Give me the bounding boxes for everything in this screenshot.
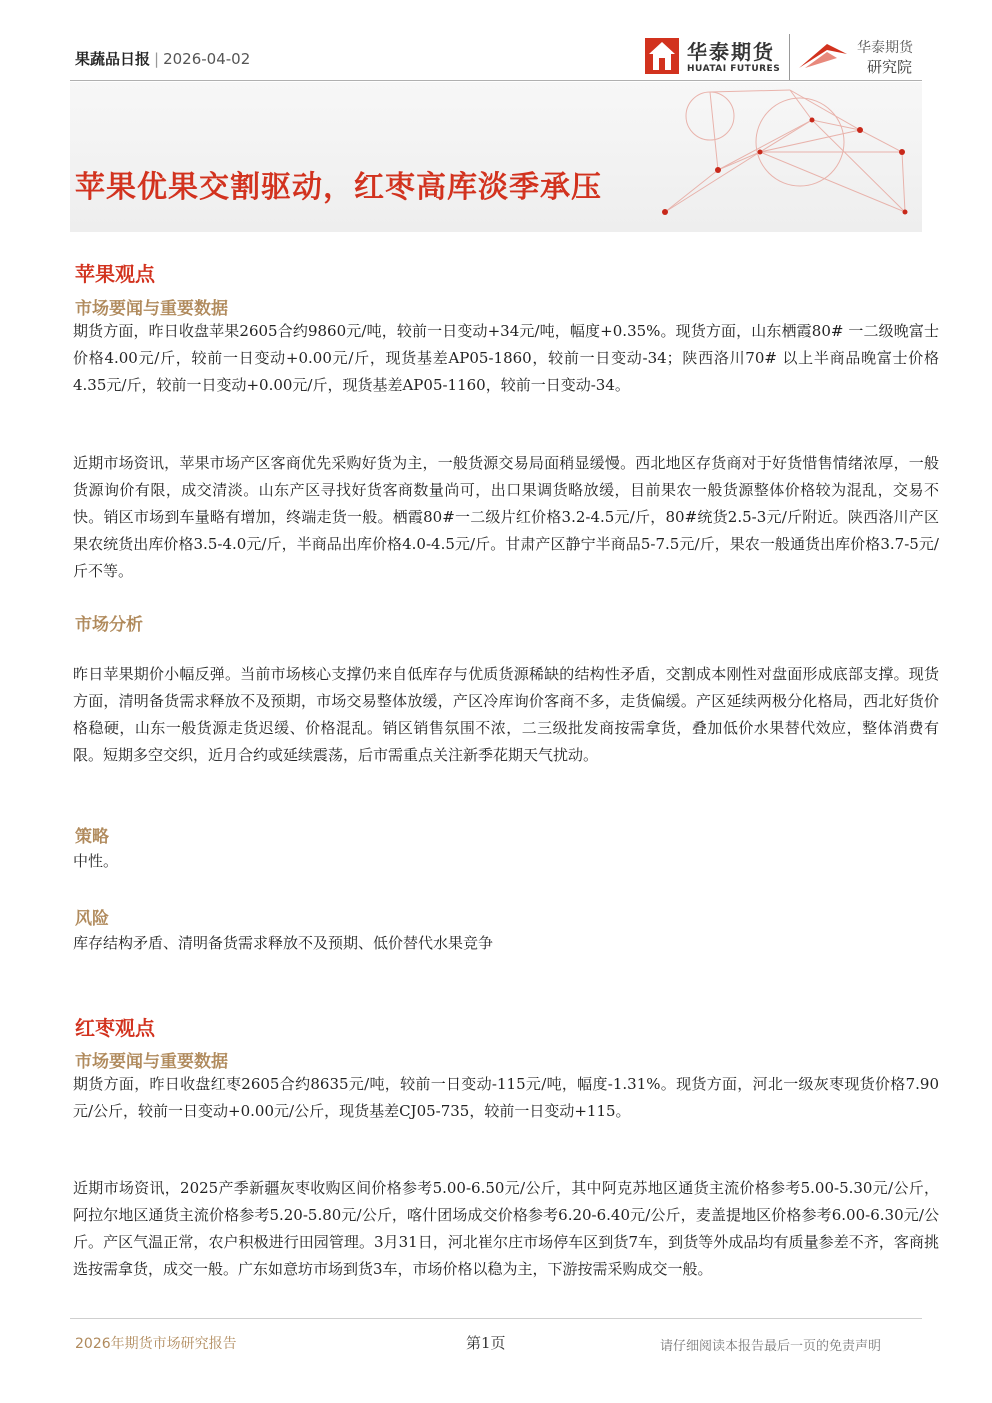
institute-name-line2: 研究院 bbox=[867, 58, 913, 76]
apple-news-paragraph-1: 期货方面，昨日收盘苹果2605合约9860元/吨，较前一日变动+34元/吨，幅度+0.35%。现货方面，山东栖霞80# 一二级晚富士价格4.00元/斤，较前一日变动+0.00元/斤，现货基差AP05-1860，较前一日变动-34；陕西洛川70# 以上半商品晚富士价格4.35元/斤，较前一日变动+0.00元/斤，现货基差AP05-1160，较前一日变动-34。 bbox=[73, 322, 939, 394]
apple-section-heading: 苹果观点 bbox=[75, 262, 155, 286]
network-decoration bbox=[560, 82, 922, 232]
apple-analysis-heading: 市场分析 bbox=[75, 615, 143, 635]
huatai-logo-icon bbox=[645, 38, 679, 74]
apple-news-paragraph-2: 近期市场资讯，苹果市场产区客商优先采购好货为主，一般货源交易局面稍显缓慢。西北地区存货商对于好货惜售情绪浓厚，一般货源询价有限，成交清淡。山东产区寻找好货客商数量尚可，出口果调货略放缓，目前果农一般货源整体价格较为混乱，交易不快。销区市场到车量略有增加，终端走货一般。栖霞80#一二级片红价格3.2-4.5元/斤，80#统货2.5-3元/斤附近。陕西洛川产区果农统货出库价格3.5-4.0元/斤，半商品出库价格4.0-4.5元/斤。甘肃产区静宁半商品5-7.5元/斤，果农一般通货出库价格3.7-5元/斤不等。 bbox=[73, 454, 939, 580]
jujube-news-heading: 市场要闻与重要数据 bbox=[75, 1052, 228, 1072]
logo-en-text: HUATAI FUTURES bbox=[687, 64, 781, 74]
institute-logo-icon bbox=[797, 38, 849, 74]
company-logo bbox=[645, 34, 930, 80]
apple-news-heading: 市场要闻与重要数据 bbox=[75, 299, 228, 319]
apple-risk-heading: 风险 bbox=[75, 909, 109, 929]
apple-analysis-paragraph: 昨日苹果期价小幅反弹。当前市场核心支撑仍来自低库存与优质货源稀缺的结构性矛盾，交割成本刚性对盘面形成底部支撑。现货方面，清明备货需求释放不及预期，市场交易整体放缓，产区冷库询价客商不多，走货偏缓。产区延续两极分化格局，西北好货价格稳硬，山东一般货源走货迟缓、价格混乱。销区销售氛围不浓，二三级批发商按需拿货，叠加低价水果替代效应，整体消费有限。短期多空交织，近月合约或延续震荡，后市需重点关注新季花期天气扰动。 bbox=[73, 665, 939, 764]
report-title: 苹果优果交割驱动，红枣高库淡季承压 bbox=[75, 170, 602, 205]
jujube-news-paragraph-1: 期货方面，昨日收盘红枣2605合约8635元/吨，较前一日变动-115元/吨，幅度-1.31%。现货方面，河北一级灰枣现货价格7.90元/公斤，较前一日变动+0.00元/公斤，现货基差CJ05-735，较前一日变动+115。 bbox=[73, 1075, 939, 1120]
apple-strategy-heading: 策略 bbox=[75, 827, 109, 847]
footer-report-name: 2026年期货市场研究报告 bbox=[75, 1336, 237, 1352]
report-header bbox=[75, 48, 250, 69]
logo-cn-text: 华泰期货 bbox=[687, 40, 775, 64]
jujube-news-paragraph-2: 近期市场资讯，2025产季新疆灰枣收购区间价格参考5.00-6.50元/公斤，其中阿克苏地区通货主流价格参考5.00-5.30元/公斤，阿拉尔地区通货主流价格参考5.20-5.80元/公斤，喀什团场成交价格参考6.20-6.40元/公斤，麦盖提地区价格参考6.00-6.30元/公斤。产区气温正常，农户积极进行田园管理。3月31日，河北崔尔庄市场停车区到货7车，到货等外成品均有质量参差不齐，客商挑选按需拿货，成交一般。广东如意坊市场到货3车，市场价格以稳为主，下游按需采购成交一般。 bbox=[73, 1179, 939, 1278]
header-divider bbox=[70, 80, 922, 81]
footer-divider bbox=[70, 1318, 922, 1319]
disclaimer-notice: 请仔细阅读本报告最后一页的免责声明 bbox=[660, 1339, 882, 1354]
report-date: 2026-04-02 bbox=[163, 50, 251, 68]
report-type: 果蔬品日报 bbox=[75, 50, 151, 68]
institute-name-line1: 华泰期货 bbox=[857, 40, 913, 56]
jujube-section-heading: 红枣观点 bbox=[75, 1016, 155, 1040]
logo-divider bbox=[789, 34, 790, 80]
page-number: 第1页 bbox=[466, 1334, 506, 1352]
header-separator: | bbox=[154, 50, 160, 68]
apple-strategy-text: 中性。 bbox=[73, 852, 119, 870]
apple-risk-text: 库存结构矛盾、清明备货需求释放不及预期、低价替代水果竞争 bbox=[73, 934, 494, 952]
